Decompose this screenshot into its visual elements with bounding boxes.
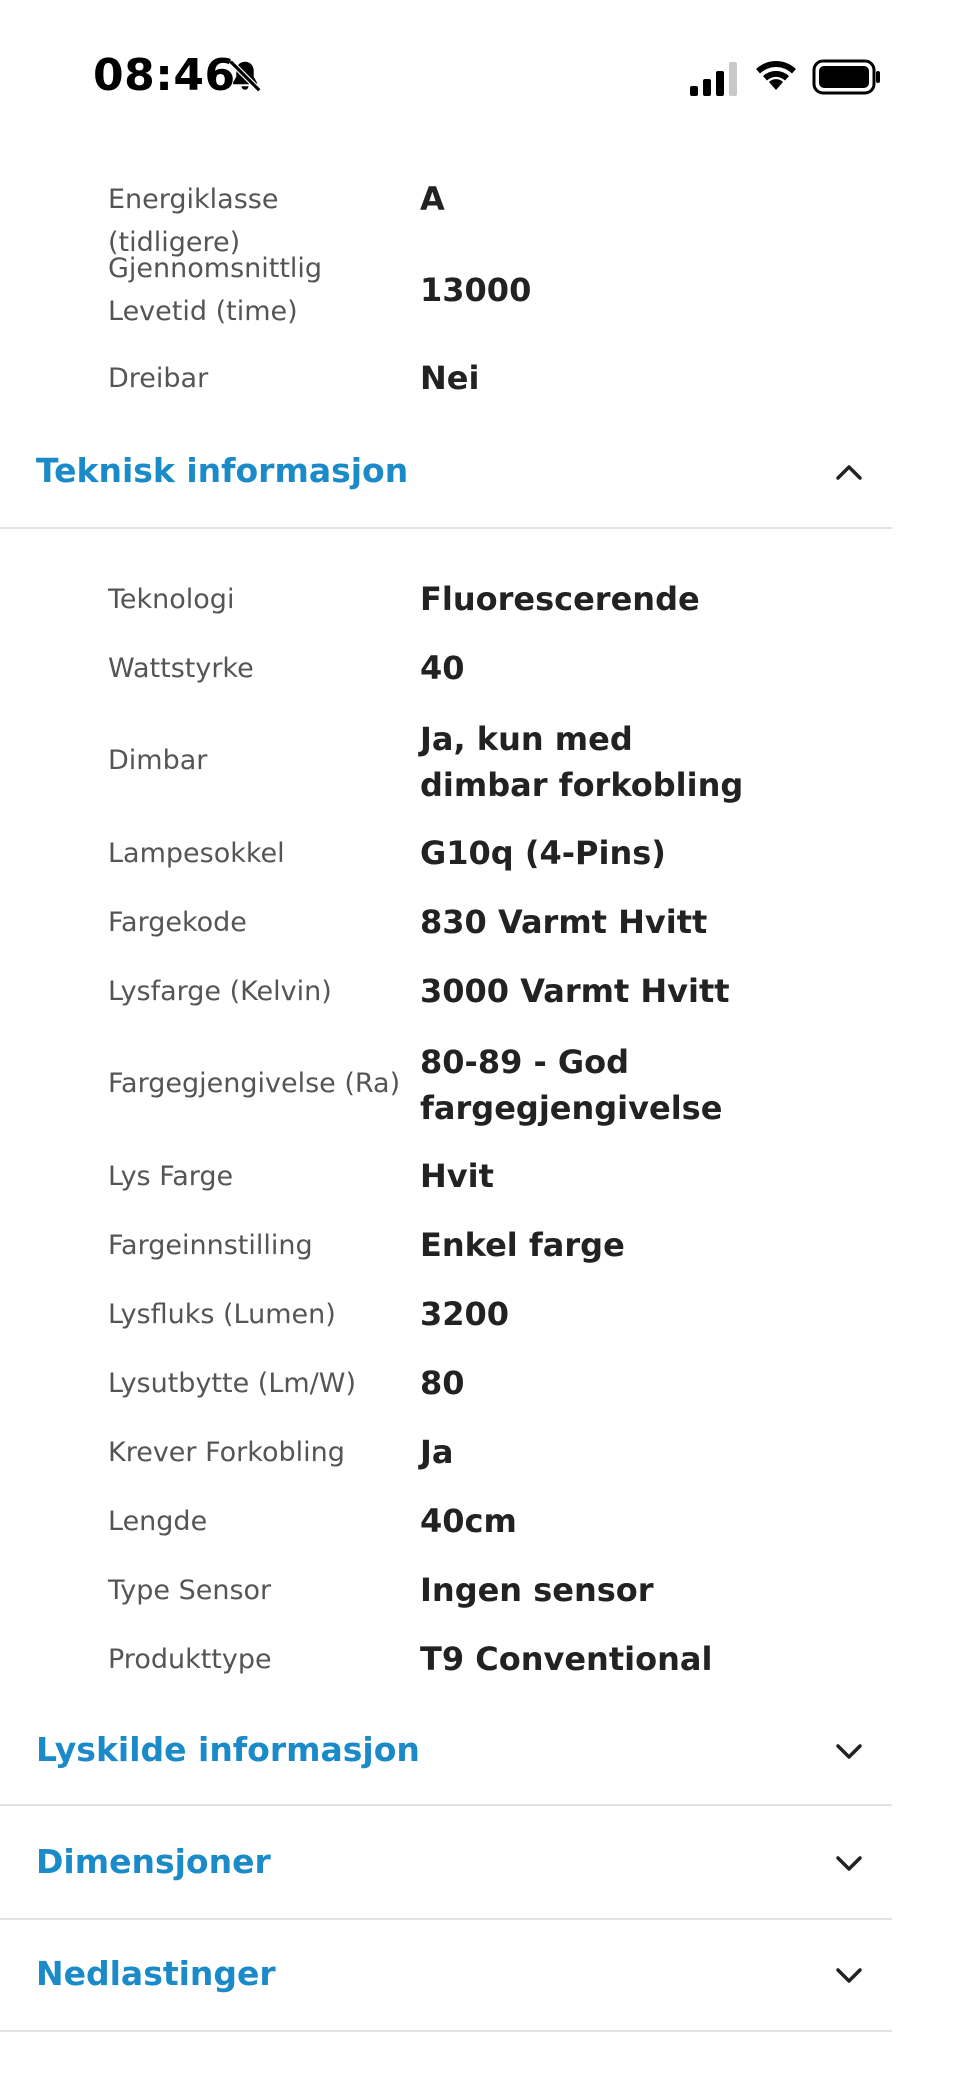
section-downloads-header[interactable] — [0, 1918, 892, 2032]
spec-value: Hvit — [420, 1157, 494, 1195]
chevron-up-icon — [832, 455, 866, 489]
spec-value: G10q (4-Pins) — [420, 834, 666, 872]
section-title: Lyskilde informasjon — [36, 1730, 420, 1769]
chevron-down-icon — [832, 1734, 866, 1768]
section-light-source-header[interactable] — [0, 1692, 892, 1806]
spec-value: 80-89 - God fargegjengivelse — [420, 1043, 723, 1127]
spec-value: 3000 Varmt Hvitt — [420, 972, 730, 1010]
spec-value: Fluorescerende — [420, 580, 700, 618]
spec-value: Ingen sensor — [420, 1571, 654, 1609]
cellular-signal-icon — [690, 62, 738, 96]
spec-value: 3200 — [420, 1295, 510, 1333]
spec-label: Lysfarge (Kelvin) — [108, 976, 332, 1007]
section-dimensions-header[interactable] — [0, 1806, 892, 1920]
section-technical-header[interactable] — [0, 415, 892, 529]
status-time: 08:46 — [93, 50, 236, 101]
spec-value: Ja — [420, 1433, 454, 1471]
spec-value: Enkel farge — [420, 1226, 625, 1264]
spec-value: Nei — [420, 359, 480, 397]
chevron-down-icon — [832, 1958, 866, 1992]
chevron-down-icon — [832, 1846, 866, 1880]
spec-value: 830 Varmt Hvitt — [420, 903, 708, 941]
spec-label: Teknologi — [108, 584, 235, 615]
spec-label: Energiklasse (tidligere) — [108, 184, 279, 258]
spec-value: 40cm — [420, 1502, 517, 1540]
spec-value: 40 — [420, 649, 465, 687]
spec-label: Dreibar — [108, 363, 209, 394]
spec-value: T9 Conventional — [420, 1640, 713, 1678]
spec-label: Lys Farge — [108, 1161, 234, 1192]
spec-value: Ja, kun med dimbar forkobling — [420, 720, 744, 804]
spec-label: Dimbar — [108, 745, 208, 776]
section-title: Dimensjoner — [36, 1842, 271, 1881]
spec-value: 13000 — [420, 271, 532, 309]
spec-label: Fargeinnstilling — [108, 1230, 313, 1261]
section-title: Teknisk informasjon — [36, 451, 409, 490]
spec-label: Produkttype — [108, 1644, 272, 1675]
spec-label: Type Sensor — [108, 1575, 272, 1606]
spec-value: A — [420, 180, 445, 218]
spec-value: 80 — [420, 1364, 465, 1402]
bell-muted-icon — [226, 57, 264, 95]
spec-label: Lengde — [108, 1506, 208, 1537]
spec-label: Krever Forkobling — [108, 1437, 345, 1468]
spec-label: Lampesokkel — [108, 838, 285, 869]
spec-label: Gjennomsnittlig Levetid (time) — [108, 253, 323, 327]
wifi-icon — [754, 58, 798, 94]
battery-icon — [812, 58, 882, 96]
spec-label: Lysutbytte (Lm/W) — [108, 1368, 356, 1399]
section-title: Nedlastinger — [36, 1954, 276, 1993]
spec-label: Fargekode — [108, 907, 247, 938]
spec-label: Lysfluks (Lumen) — [108, 1299, 336, 1330]
spec-label: Fargegjengivelse (Ra) — [108, 1068, 401, 1099]
status-bar — [0, 0, 960, 140]
spec-label: Wattstyrke — [108, 653, 254, 684]
